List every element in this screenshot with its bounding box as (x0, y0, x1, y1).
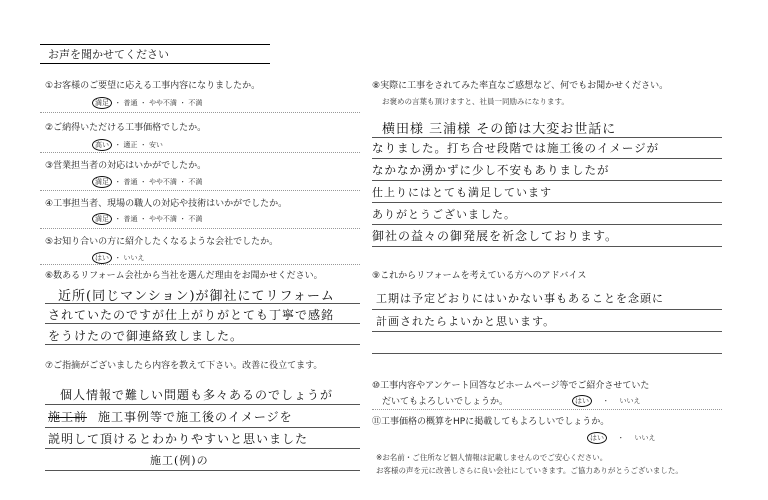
q5-sep: ・ (114, 254, 122, 262)
q11-option-yes[interactable]: はい (587, 432, 607, 444)
q1-sep: ・ (179, 99, 187, 107)
question-2-label: ②ご納得いただける工事価格でしたか。 (45, 123, 207, 133)
q1-option-somewhat-dissatisfied[interactable]: やや不満 (148, 99, 177, 107)
q5-option-no[interactable]: いいえ (123, 254, 145, 262)
q3-sep: ・ (114, 178, 122, 186)
question-10-label-2: だいてもよろしいでしょうか。 (382, 397, 509, 407)
q10-option-no[interactable]: いいえ (619, 397, 641, 405)
question-5-options (95, 252, 144, 264)
q7-answer-line-rest: 施工事例等で施工後のイメージを (98, 410, 293, 424)
q2-sep: ・ (139, 141, 147, 149)
answer-rule (372, 224, 722, 225)
answer-rule (372, 180, 722, 181)
divider (40, 112, 360, 113)
q4-option-dissatisfied[interactable]: 不満 (188, 215, 203, 223)
question-4-label: ④工事担当者、現場の職人の対応や技術はいかがでしたか。 (45, 199, 288, 209)
q7-answer-line: 施工(例)の (150, 454, 209, 467)
answer-rule (45, 448, 360, 449)
q4-sep: ・ (179, 215, 187, 223)
answer-rule (45, 470, 360, 471)
q6-answer-line: されていたのですが仕上がりがとても丁寧で感銘 (48, 308, 335, 322)
thanks-note: お客様の声を元に改善しさらに良い会社にしていきます。ご協力ありがとうございました。 (376, 466, 683, 475)
question-11-options (590, 432, 655, 444)
question-8-label: ⑧実際に工事をされてみた率直なご感想など、何でもお聞かせください。 (372, 81, 669, 91)
q3-sep: ・ (139, 178, 147, 186)
q3-option-normal[interactable]: 普通 (123, 178, 138, 186)
q3-option-dissatisfied[interactable]: 不満 (188, 178, 203, 186)
answer-rule (372, 202, 722, 203)
q8-answer-line: ありがとうございました。 (372, 208, 516, 221)
q10-option-yes[interactable]: はい (572, 395, 592, 407)
divider (40, 228, 360, 229)
q10-sep: ・ (602, 397, 610, 405)
q1-option-dissatisfied[interactable]: 不満 (188, 99, 203, 107)
question-1-options (95, 97, 202, 109)
q11-sep: ・ (617, 434, 625, 442)
q7-answer-line: 説明して頂けるとわかりやすいと思いました (48, 432, 309, 446)
q8-answer-line: なかなか湧かずに少し不安もありましたが (372, 163, 610, 177)
answer-rule (45, 303, 360, 304)
q1-option-normal[interactable]: 普通 (123, 99, 138, 107)
q8-answer-line: 仕上りにはとても満足しています (372, 186, 552, 199)
question-2-options (95, 139, 163, 151)
question-3-options (95, 176, 202, 188)
answer-rule (372, 353, 722, 354)
question-11-label: ⑪工事価格の概算をHPに掲載してもよろしいでしょうか。 (372, 417, 610, 427)
survey-title: お声を聞かせてください (40, 44, 270, 64)
q4-sep: ・ (139, 215, 147, 223)
question-10-label: ⑩工事内容やアンケート回答などホームページ等でご紹介させていた (372, 381, 650, 391)
question-1-label: ①お客様のご要望に応える工事内容になりましたか。 (45, 81, 261, 91)
q11-option-no[interactable]: いいえ (634, 434, 656, 442)
q7-struck-word: 施工前 (48, 410, 88, 424)
answer-rule (372, 309, 722, 310)
answer-rule (45, 404, 360, 405)
q3-option-somewhat-dissatisfied[interactable]: やや不満 (148, 178, 177, 186)
q2-option-high[interactable]: 高い (92, 139, 112, 151)
q1-sep: ・ (114, 99, 122, 107)
q6-answer-line: 近所(同じマンション)が御社にてリフォーム (58, 289, 335, 304)
question-8-sub: お褒めの言葉も頂けますと、社員一同励みになります。 (382, 97, 569, 106)
answer-rule (45, 344, 360, 345)
q4-option-satisfied[interactable]: 満足 (92, 213, 112, 225)
answer-rule (45, 323, 360, 324)
q4-sep: ・ (114, 215, 122, 223)
question-4-options (95, 213, 202, 225)
privacy-note: ※お名前・ご住所など個人情報は記載しませんのでご安心ください。 (376, 453, 608, 462)
question-3-label: ③営業担当者の対応はいかがでしたか。 (45, 161, 207, 171)
divider (40, 190, 360, 191)
divider (372, 409, 722, 410)
divider (40, 264, 360, 265)
q9-answer-line: 工期は予定どおりにはいかない事もあることを念頭に (376, 292, 664, 305)
question-9-label: ⑨これからリフォームを考えている方へのアドバイス (372, 271, 587, 281)
q2-sep: ・ (114, 141, 122, 149)
q2-option-cheap[interactable]: 安い (148, 141, 163, 149)
q3-sep: ・ (179, 178, 187, 186)
question-6-label: ⑥数あるリフォーム会社から当社を選んだ理由をお聞かせください。 (45, 271, 323, 281)
question-7-label: ⑦ご指摘がございましたら内容を教えて下さい。改善に役立てます。 (45, 361, 323, 371)
answer-rule (372, 137, 722, 138)
q4-option-somewhat-dissatisfied[interactable]: やや不満 (148, 215, 177, 223)
q7-answer-line: 個人情報で難しい問題も多々あるのでしょうが (60, 388, 334, 402)
q8-answer-line: 横田様 三浦様 その節は大変お世話に (382, 122, 617, 137)
q1-option-satisfied[interactable]: 満足 (92, 97, 112, 109)
q8-answer-line: なりました。打ち合せ段階では施工後のイメージが (372, 141, 660, 155)
q7-answer-line (48, 408, 87, 425)
answer-rule (372, 246, 722, 247)
question-10-options (575, 395, 640, 407)
question-5-label: ⑤お知り合いの方に紹介したくなるような会社でしたか。 (45, 237, 279, 247)
q8-answer-line: 御社の益々の御発展を祈念しております。 (372, 229, 619, 243)
q2-option-fair[interactable]: 適正 (123, 141, 138, 149)
answer-rule (45, 427, 360, 428)
q6-answer-line: をうけたので御連絡致しました。 (48, 329, 244, 343)
q1-sep: ・ (139, 99, 147, 107)
q9-answer-line: 計画されたらよいかと思います。 (376, 315, 556, 328)
answer-rule (372, 331, 722, 332)
q3-option-satisfied[interactable]: 満足 (92, 176, 112, 188)
q4-option-normal[interactable]: 普通 (123, 215, 138, 223)
q5-option-yes[interactable]: はい (92, 252, 112, 264)
answer-rule (372, 158, 722, 159)
divider (40, 152, 360, 153)
